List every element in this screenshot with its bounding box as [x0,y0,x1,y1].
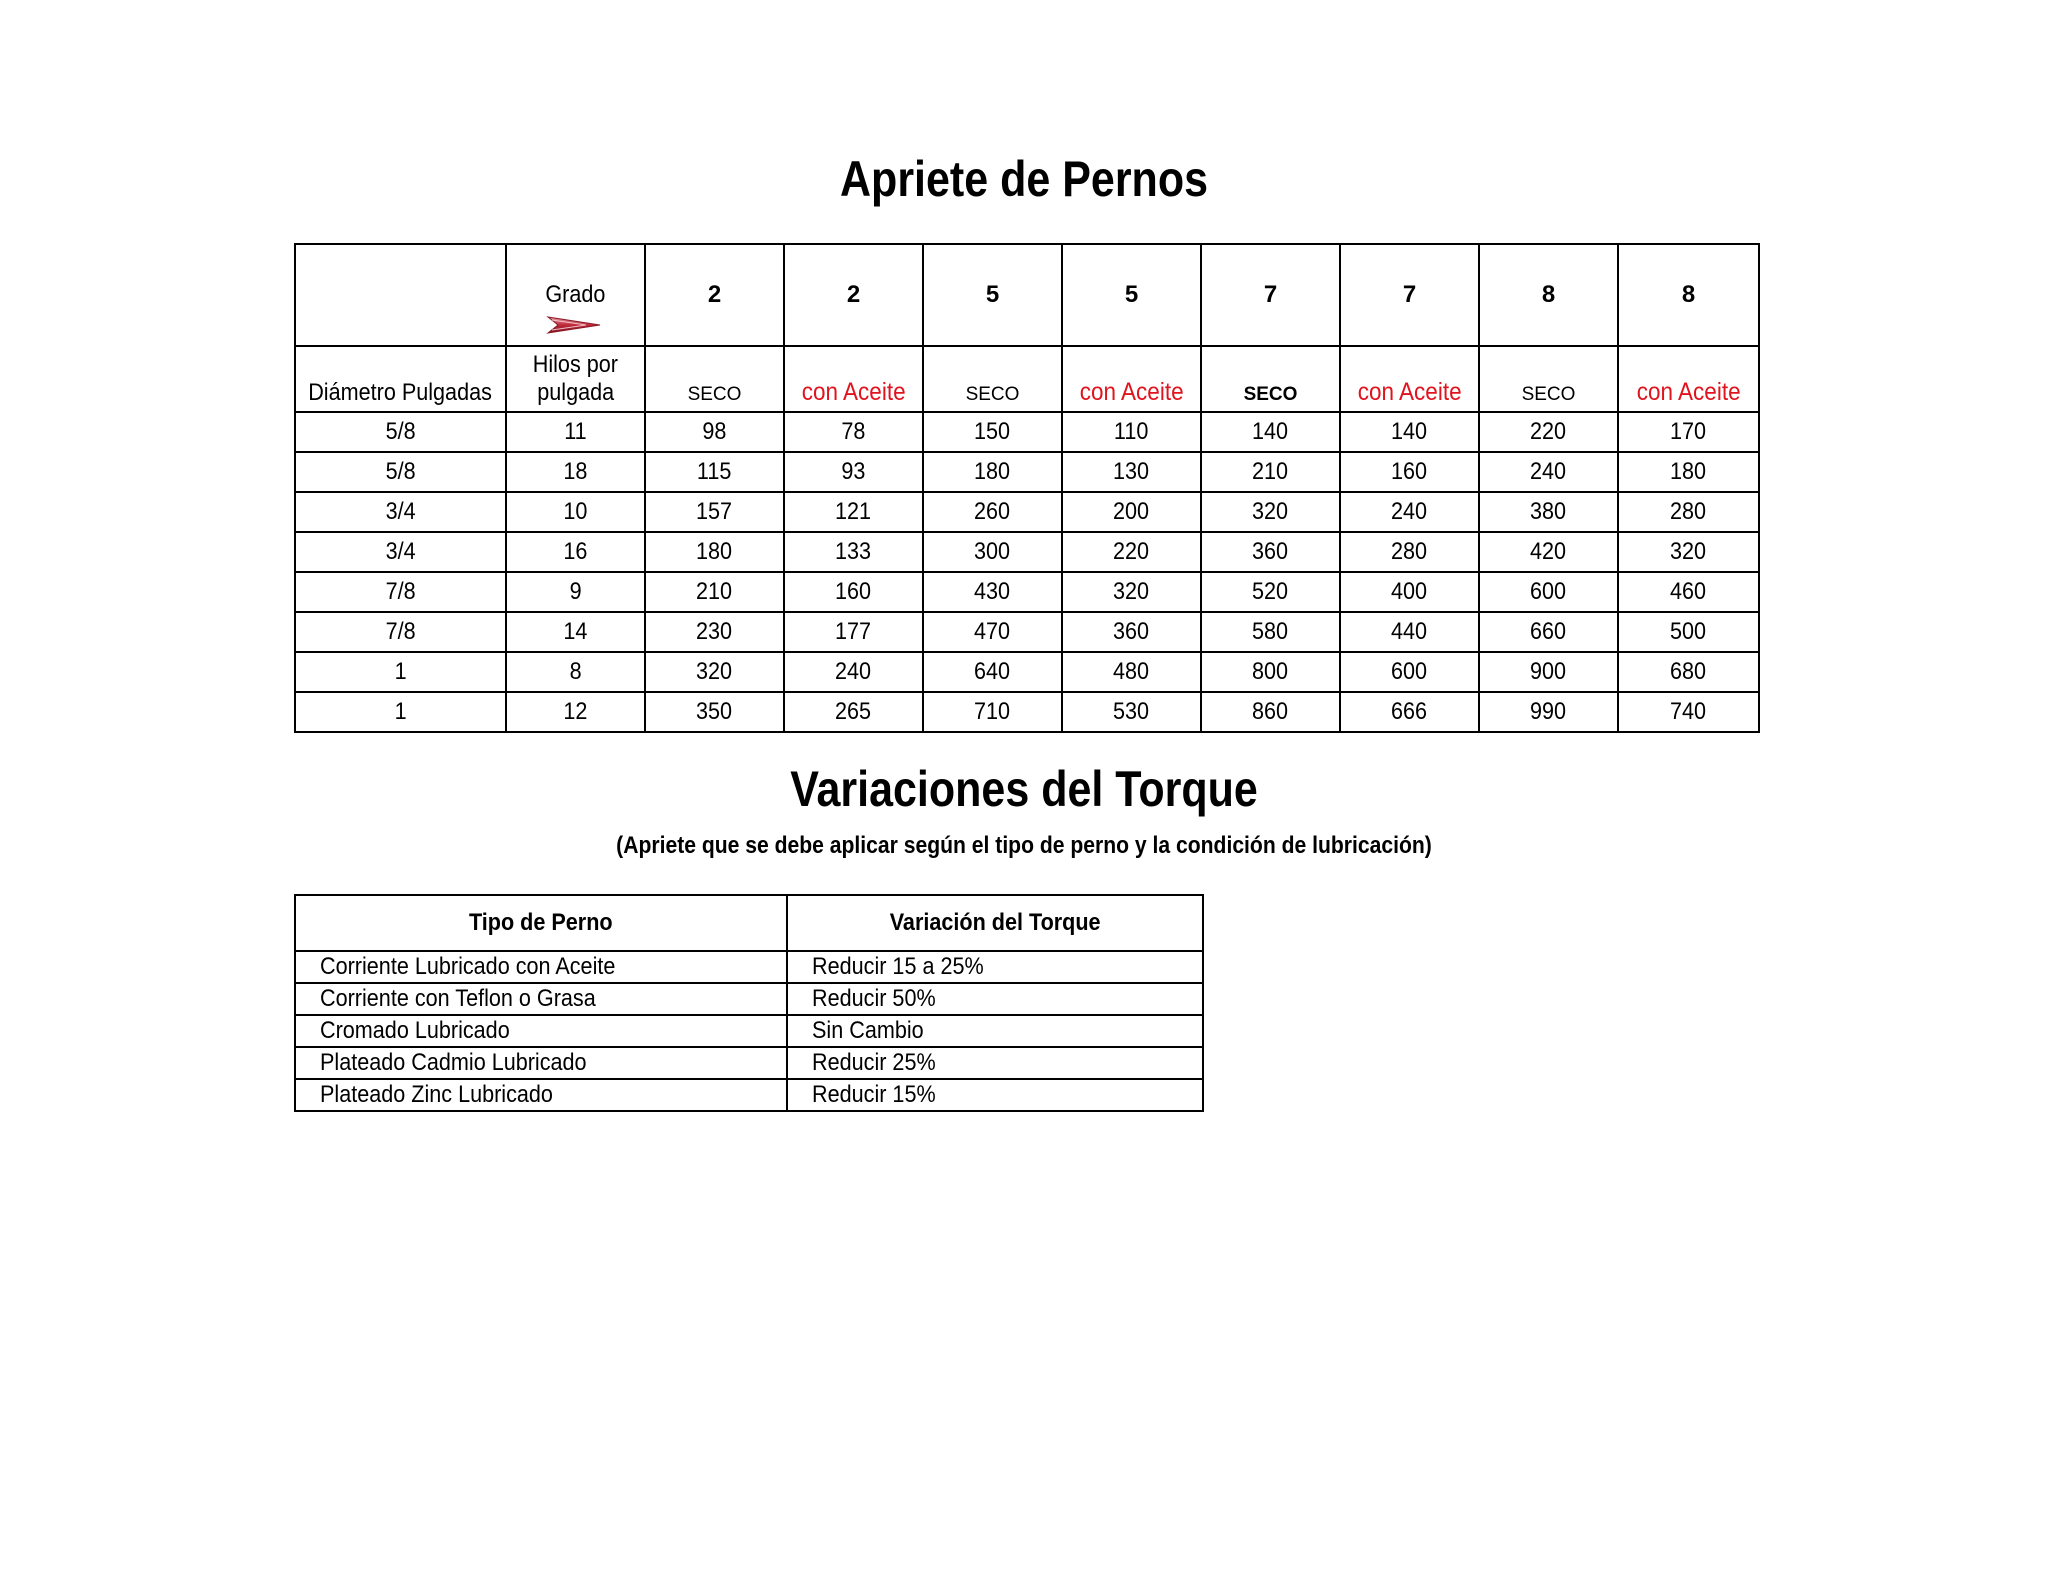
arrow-pointer-icon [546,315,602,335]
table-row [295,692,1759,732]
torque-value-cell: 400 [1340,572,1479,612]
grade-cell: 2 [784,244,923,346]
torque-value-cell: 150 [923,412,1062,452]
torque-variation-cell: Reducir 25% [787,1047,1203,1079]
torque-value-cell: 160 [1340,452,1479,492]
torque-value-cell: 530 [1062,692,1201,732]
empty-header-cell [295,244,506,346]
torque-value-cell: 580 [1201,612,1340,652]
table-row [295,951,1203,983]
condition-cell: con Aceite [1062,346,1201,412]
torque-value-cell: 220 [1062,532,1201,572]
grade-cell: 5 [1062,244,1201,346]
diameter-cell: 5/8 [295,452,506,492]
torque-value-cell: 160 [784,572,923,612]
bolt-type-cell: Plateado Zinc Lubricado [295,1079,787,1111]
page-title: Apriete de Pernos [840,151,1208,207]
torque-variation-cell: Reducir 15 a 25% [787,951,1203,983]
torque-value-cell: 98 [645,412,784,452]
table-row [295,612,1759,652]
grade-cell: 7 [1340,244,1479,346]
torque-value-cell: 900 [1479,652,1618,692]
torque-value-cell: 360 [1062,612,1201,652]
threads-header: Hilos por pulgada [506,346,645,412]
torque-value-cell: 666 [1340,692,1479,732]
torque-value-cell: 110 [1062,412,1201,452]
table-row [295,452,1759,492]
bolt-type-cell: Plateado Cadmio Lubricado [295,1047,787,1079]
condition-cell: con Aceite [784,346,923,412]
grade-cell: 2 [645,244,784,346]
torque-value-cell: 660 [1479,612,1618,652]
torque-value-cell: 800 [1201,652,1340,692]
table-row [295,412,1759,452]
diameter-cell: 1 [295,692,506,732]
type-column-header: Tipo de Perno [295,895,787,951]
torque-value-cell: 710 [923,692,1062,732]
torque-value-cell: 430 [923,572,1062,612]
torque-value-cell: 180 [923,452,1062,492]
torque-value-cell: 121 [784,492,923,532]
torque-value-cell: 93 [784,452,923,492]
torque-value-cell: 280 [1618,492,1759,532]
grade-label: Grado [545,281,606,308]
torque-value-cell: 240 [1479,452,1618,492]
condition-cell: SECO [923,346,1062,412]
torque-value-cell: 210 [1201,452,1340,492]
grade-cell: 8 [1618,244,1759,346]
torque-value-cell: 520 [1201,572,1340,612]
torque-variation-cell: Reducir 15% [787,1079,1203,1111]
torque-value-cell: 350 [645,692,784,732]
torque-value-cell: 680 [1618,652,1759,692]
torque-value-cell: 240 [784,652,923,692]
threads-cell: 11 [506,412,645,452]
bolt-type-cell: Cromado Lubricado [295,1015,787,1047]
torque-value-cell: 230 [645,612,784,652]
bolt-type-cell: Corriente con Teflon o Grasa [295,983,787,1015]
diameter-header: Diámetro Pulgadas [295,346,506,412]
threads-cell: 18 [506,452,645,492]
torque-value-cell: 240 [1340,492,1479,532]
bolt-type-cell: Corriente Lubricado con Aceite [295,951,787,983]
table-row [295,1047,1203,1079]
diameter-cell: 3/4 [295,492,506,532]
table-row [295,572,1759,612]
torque-value-cell: 170 [1618,412,1759,452]
torque-value-cell: 180 [645,532,784,572]
torque-value-cell: 320 [1062,572,1201,612]
torque-value-cell: 480 [1062,652,1201,692]
torque-value-cell: 300 [923,532,1062,572]
torque-value-cell: 220 [1479,412,1618,452]
torque-value-cell: 210 [645,572,784,612]
condition-cell: SECO [1479,346,1618,412]
torque-value-cell: 177 [784,612,923,652]
grade-label-cell [506,244,645,346]
table-row [295,983,1203,1015]
torque-value-cell: 320 [645,652,784,692]
threads-cell: 10 [506,492,645,532]
diameter-cell: 5/8 [295,412,506,452]
torque-value-cell: 140 [1201,412,1340,452]
torque-value-cell: 157 [645,492,784,532]
torque-value-cell: 180 [1618,452,1759,492]
grade-header-row [295,244,1759,346]
torque-value-cell: 740 [1618,692,1759,732]
torque-value-cell: 600 [1340,652,1479,692]
condition-header-row [295,346,1759,412]
table-row [295,652,1759,692]
table-row [295,1015,1203,1047]
torque-value-cell: 990 [1479,692,1618,732]
torque-value-cell: 360 [1201,532,1340,572]
threads-cell: 8 [506,652,645,692]
condition-cell: con Aceite [1618,346,1759,412]
torque-value-cell: 640 [923,652,1062,692]
condition-cell: SECO [645,346,784,412]
torque-value-cell: 860 [1201,692,1340,732]
grade-cell: 5 [923,244,1062,346]
variations-title: Variaciones del Torque [790,761,1258,817]
torque-value-cell: 500 [1618,612,1759,652]
variations-header-row [295,895,1203,951]
torque-value-cell: 280 [1340,532,1479,572]
threads-cell: 16 [506,532,645,572]
torque-value-cell: 260 [923,492,1062,532]
variation-column-header: Variación del Torque [787,895,1203,951]
torque-value-cell: 133 [784,532,923,572]
torque-value-cell: 200 [1062,492,1201,532]
table-row [295,492,1759,532]
condition-cell: con Aceite [1340,346,1479,412]
torque-variations-table [294,894,1204,1112]
torque-value-cell: 320 [1618,532,1759,572]
torque-value-cell: 115 [645,452,784,492]
grade-cell: 8 [1479,244,1618,346]
torque-value-cell: 130 [1062,452,1201,492]
threads-cell: 14 [506,612,645,652]
torque-value-cell: 78 [784,412,923,452]
variations-subtitle: (Apriete que se debe aplicar según el tipo de perno y la condición de lubricación) [616,832,1432,859]
torque-value-cell: 265 [784,692,923,732]
torque-value-cell: 320 [1201,492,1340,532]
torque-value-cell: 420 [1479,532,1618,572]
torque-value-cell: 460 [1618,572,1759,612]
threads-cell: 12 [506,692,645,732]
torque-value-cell: 140 [1340,412,1479,452]
diameter-cell: 1 [295,652,506,692]
torque-variation-cell: Reducir 50% [787,983,1203,1015]
table-row [295,532,1759,572]
diameter-cell: 7/8 [295,612,506,652]
torque-value-cell: 600 [1479,572,1618,612]
torque-value-cell: 470 [923,612,1062,652]
bolt-torque-table [294,243,1760,733]
threads-cell: 9 [506,572,645,612]
grade-cell: 7 [1201,244,1340,346]
diameter-cell: 3/4 [295,532,506,572]
torque-value-cell: 440 [1340,612,1479,652]
diameter-cell: 7/8 [295,572,506,612]
torque-value-cell: 380 [1479,492,1618,532]
torque-variation-cell: Sin Cambio [787,1015,1203,1047]
condition-cell: SECO [1201,346,1340,412]
table-row [295,1079,1203,1111]
